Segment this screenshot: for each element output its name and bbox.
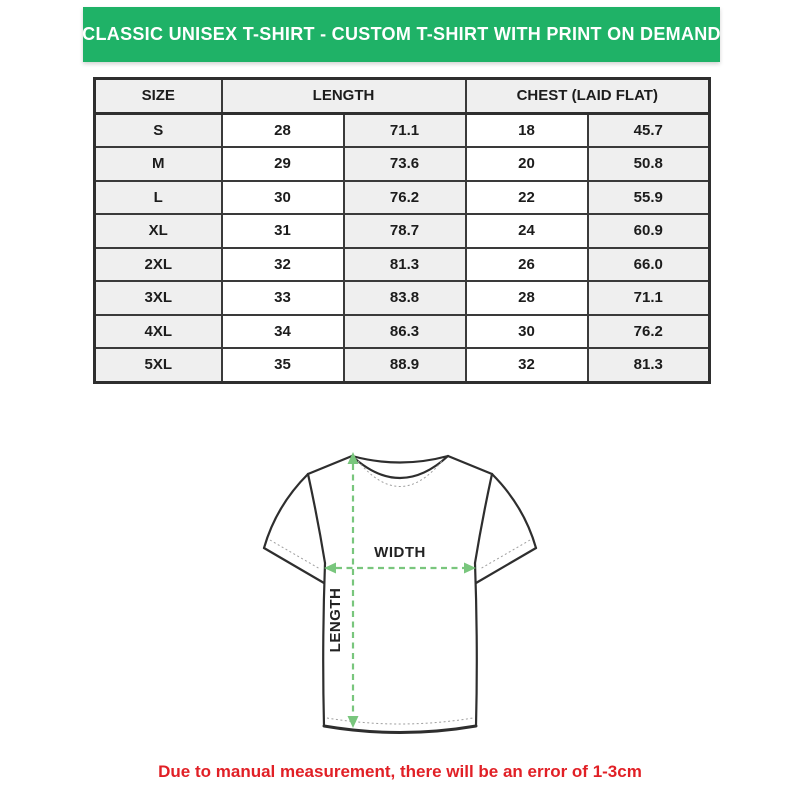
length-arrow	[348, 452, 359, 728]
length-label: LENGTH	[327, 587, 344, 653]
size-table-body	[95, 113, 710, 382]
table-row	[95, 281, 710, 315]
chest-cm-cell: 50.8	[588, 147, 710, 181]
size-cell: 5XL	[95, 348, 222, 382]
length-in-cell: 30	[222, 181, 344, 215]
length-in-cell: 35	[222, 348, 344, 382]
page-title: CLASSIC UNISEX T-SHIRT - CUSTOM T-SHIRT WITH PRINT ON DEMAND	[82, 24, 721, 44]
size-cell: 2XL	[95, 248, 222, 282]
size-cell: M	[95, 147, 222, 181]
chest-cm-cell: 55.9	[588, 181, 710, 215]
length-cm-cell: 73.6	[344, 147, 466, 181]
table-row	[95, 248, 710, 282]
table-row	[95, 214, 710, 248]
table-row	[95, 113, 710, 147]
chest-cm-cell: 66.0	[588, 248, 710, 282]
chest-in-cell: 30	[466, 315, 588, 349]
length-in-cell: 33	[222, 281, 344, 315]
width-label: WIDTH	[374, 544, 426, 561]
size-cell: S	[95, 113, 222, 147]
size-cell: 3XL	[95, 281, 222, 315]
chest-cm-cell: 81.3	[588, 348, 710, 382]
length-cm-cell: 76.2	[344, 181, 466, 215]
chest-in-cell: 22	[466, 181, 588, 215]
length-cm-cell: 71.1	[344, 113, 466, 147]
chest-cm-cell: 45.7	[588, 113, 710, 147]
tshirt-diagram	[250, 440, 550, 750]
table-row	[95, 181, 710, 215]
chest-in-cell: 18	[466, 113, 588, 147]
length-in-cell: 32	[222, 248, 344, 282]
size-cell: XL	[95, 214, 222, 248]
length-in-cell: 28	[222, 113, 344, 147]
length-cm-cell: 83.8	[344, 281, 466, 315]
chest-in-cell: 28	[466, 281, 588, 315]
size-table-container	[93, 77, 706, 384]
column-header-chest: CHEST (LAID FLAT)	[466, 79, 710, 114]
table-row	[95, 147, 710, 181]
chest-cm-cell: 71.1	[588, 281, 710, 315]
width-arrow	[324, 563, 476, 574]
length-cm-cell: 81.3	[344, 248, 466, 282]
chest-cm-cell: 76.2	[588, 315, 710, 349]
chest-in-cell: 32	[466, 348, 588, 382]
chest-in-cell: 26	[466, 248, 588, 282]
table-header-row	[95, 79, 710, 114]
column-header-size: SIZE	[95, 79, 222, 114]
length-in-cell: 31	[222, 214, 344, 248]
title-banner	[83, 7, 720, 62]
size-table	[93, 77, 711, 384]
size-cell: 4XL	[95, 315, 222, 349]
tshirt-outline-icon	[264, 456, 536, 733]
measurement-error-note: Due to manual measurement, there will be an error of 1-3cm	[158, 762, 642, 781]
length-cm-cell: 88.9	[344, 348, 466, 382]
length-cm-cell: 86.3	[344, 315, 466, 349]
length-in-cell: 29	[222, 147, 344, 181]
length-in-cell: 34	[222, 315, 344, 349]
column-header-length: LENGTH	[222, 79, 466, 114]
table-row	[95, 348, 710, 382]
length-cm-cell: 78.7	[344, 214, 466, 248]
chest-in-cell: 20	[466, 147, 588, 181]
chest-cm-cell: 60.9	[588, 214, 710, 248]
size-cell: L	[95, 181, 222, 215]
table-row	[95, 315, 710, 349]
chest-in-cell: 24	[466, 214, 588, 248]
